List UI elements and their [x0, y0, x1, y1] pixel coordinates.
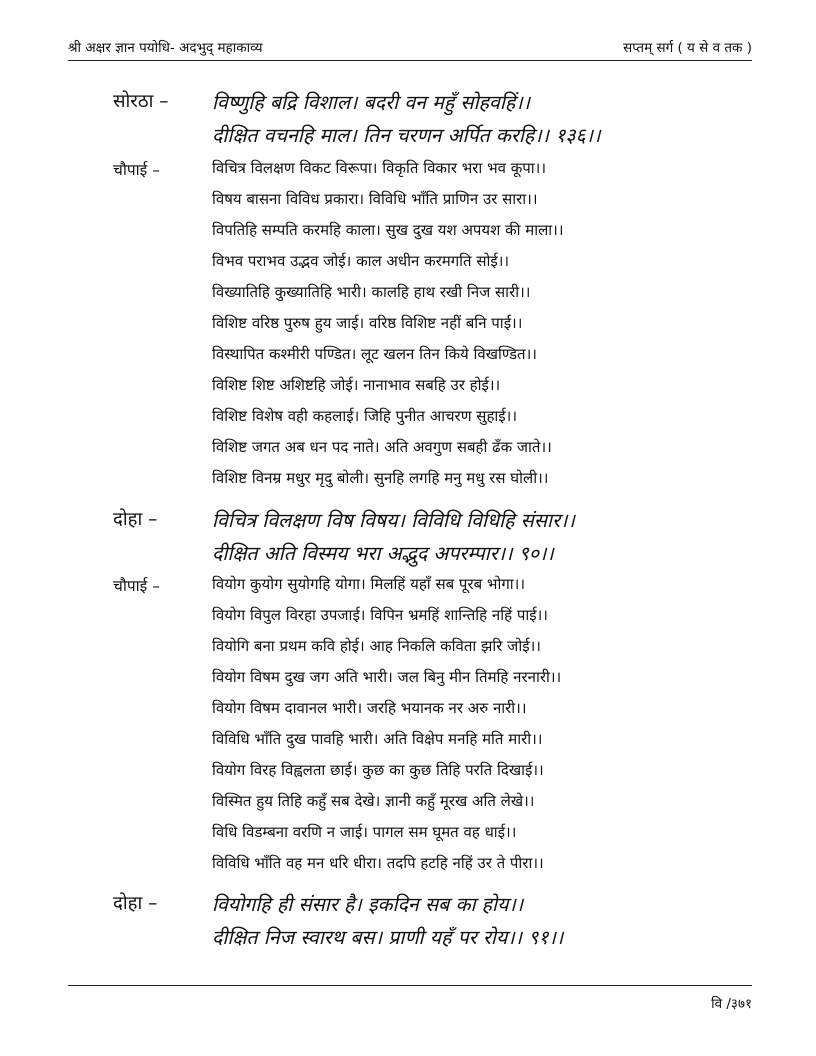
- verse-line: विस्मित हुय तिहि कहुँ सब देखे। ज्ञानी कहुँ मूरख अति लेखे।।: [212, 792, 535, 810]
- verse-type-label: दोहा –: [113, 509, 158, 530]
- verse-line: विधि विडम्बना वरणि न जाई। पागल सम घूमत वह धाई।।: [212, 823, 517, 841]
- verse-line: वियोग विषम दुख जग अति भारी। जल बिनु मीन तिमहि नरनारी।।: [212, 668, 562, 686]
- verse-type-label: सोरठा –: [113, 91, 169, 112]
- running-header-title: श्री अक्षर ज्ञान पयोधि- अदभुद् महाकाव्य: [68, 40, 263, 56]
- verse-line: विशिष्ट वरिष्ठ पुरुष हुय जाई। वरिष्ठ विशिष्ट नहीं बनि पाई।।: [212, 314, 523, 332]
- footer-rule: [68, 985, 752, 986]
- verse-line: वियोगि बना प्रथम कवि होई। आह निकलि कविता झरि जोई।।: [212, 637, 541, 655]
- verse-type-label: चौपाई –: [113, 577, 160, 595]
- verse-line: विशिष्ट शिष्ट अशिष्टहि जोई। नानाभाव सबहि उर होई।।: [212, 376, 501, 394]
- verse-type-label: चौपाई –: [113, 161, 160, 179]
- verse-line: वियोग विपुल विरहा उपजाई। विपिन भ्रमहिं शान्तिहि नहिं पाई।।: [212, 606, 548, 624]
- verse-line: विख्यातिहि कुख्यातिहि भारी। कालहि हाथ रखी निज सारी।।: [212, 283, 531, 301]
- verse-line: विभव पराभव उद्भव जोई। काल अधीन करमगति सोई।।: [212, 252, 510, 270]
- verse-line: वियोग कुयोग सुयोगहि योगा। मिलहिं यहाँ सब पूरब भोगा।।: [212, 575, 526, 593]
- verse-line: विशिष्ट जगत अब धन पद नाते। अति अवगुण सबही ढँक जाते।।: [212, 438, 552, 456]
- verse-line: वियोगहि ही संसार है। इकदिन सब का होय।।: [212, 893, 524, 916]
- verse-line: विषय बासना विविध प्रकारा। विविधि भाँति प्राणिन उर सारा।।: [212, 190, 538, 208]
- verse-line: वियोग विषम दावानल भारी। जरहि भयानक नर अरु नारी।।: [212, 699, 527, 717]
- verse-line: दीक्षित अति विस्मय भरा अद्भुद अपरम्पार।। ९०।।: [212, 542, 554, 565]
- running-header-chapter: सप्तम् सर्ग ( य से व तक ): [623, 40, 752, 56]
- verse-line: दीक्षित निज स्वारथ बस। प्राणी यहँ पर रोय।। ९१।।: [212, 926, 564, 949]
- verse-line: विविधि भाँति दुख पावहि भारी। अति विक्षेप मनहि मति मारी।।: [212, 730, 543, 748]
- verse-line: वियोग विरह विह्वलता छाई। कुछ का कुछ तिहि परति दिखाई।।: [212, 761, 544, 779]
- verse-line: विष्णुहि बद्रि विशाल। बदरी वन महुँ सोहवहिं।।: [212, 91, 531, 114]
- verse-line: दीक्षित वचनहि माल। तिन चरणन अर्पित करहि।। १३६।।: [212, 124, 601, 147]
- verse-line: विचित्र विलक्षण विष विषय। विविधि विधिहि संसार।।: [212, 509, 575, 532]
- verse-line: विविधि भाँति वह मन धरि धीरा। तदपि हटहि नहिं उर ते पीरा।।: [212, 854, 544, 872]
- verse-type-label: दोहा –: [113, 893, 158, 914]
- verse-line: विस्थापित कश्मीरी पण्डित। लूट खलन तिन किये विखण्डित।।: [212, 345, 537, 363]
- verse-line: विशिष्ट विशेष वही कहलाई। जिहि पुनीत आचरण सुहाई।।: [212, 407, 518, 425]
- header-rule: [68, 60, 752, 61]
- verse-line: विपतिहि सम्पति करमहि काला। सुख दुख यश अपयश की माला।।: [212, 221, 564, 239]
- verse-line: विशिष्ट विनम्र मधुर मृदु बोली। सुनहि लगहि मनु मधु रस घोली।।: [212, 469, 549, 487]
- page-number: वि /३७१: [711, 996, 752, 1012]
- verse-line: विचित्र विलक्षण विकट विरूपा। विकृति विकार भरा भव कूपा।।: [212, 159, 547, 177]
